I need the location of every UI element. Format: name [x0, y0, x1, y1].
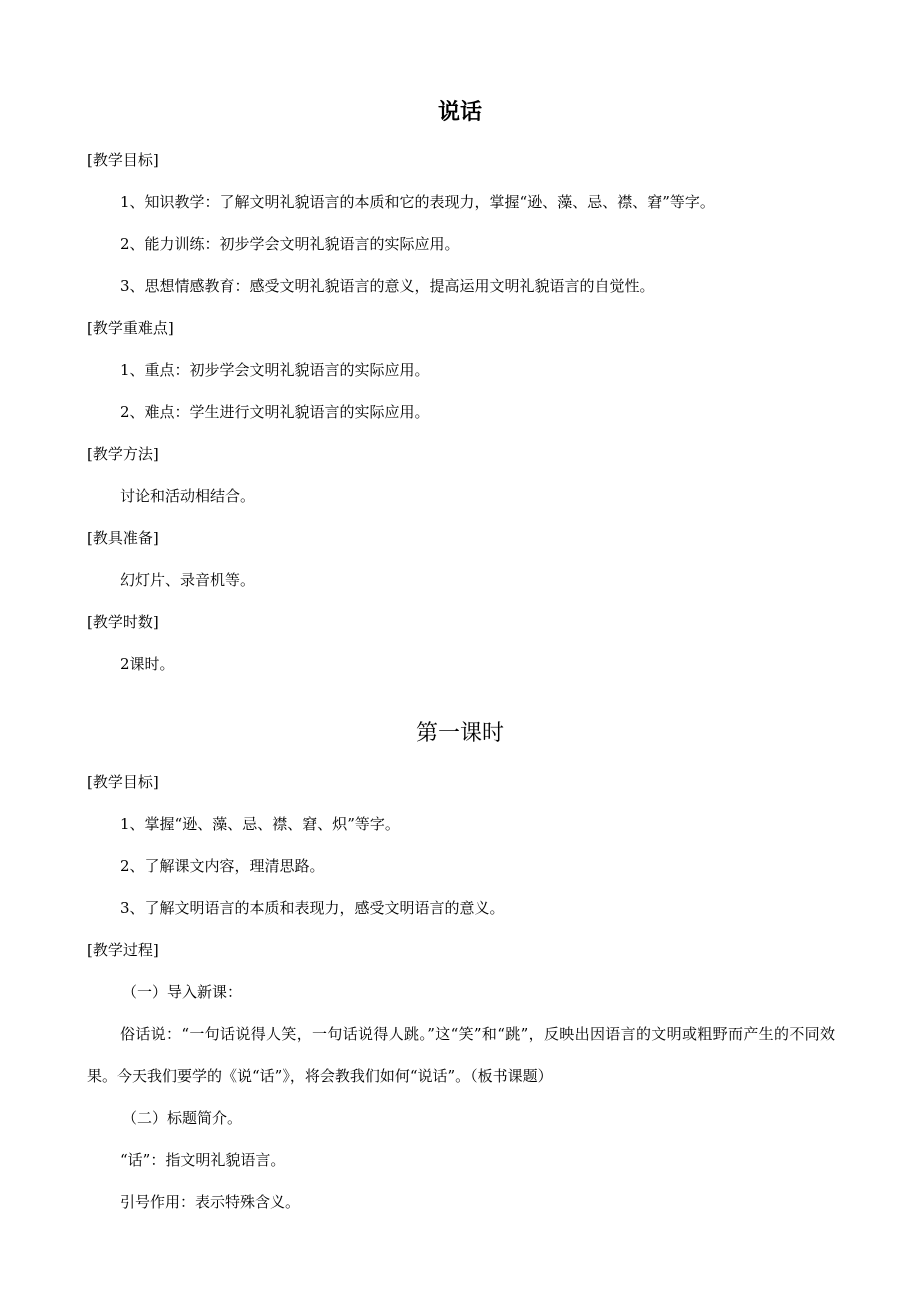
lesson-process-heading: [教学过程] — [87, 941, 159, 959]
key-point-item: 1、重点：初步学会文明礼貌语言的实际应用。 — [120, 361, 430, 379]
lesson-objective-item: 1、掌握“逊、藻、忌、襟、窘、炽”等字。 — [120, 815, 400, 833]
section-heading-objectives: [教学目标] — [87, 151, 159, 169]
lesson-objective-item: 2、了解课文内容，理清思路。 — [120, 857, 325, 875]
key-point-item: 2、难点：学生进行文明礼貌语言的实际应用。 — [120, 403, 430, 421]
tools-text: 幻灯片、录音机等。 — [120, 571, 256, 589]
note-line: “话”：指文明礼貌语言。 — [120, 1151, 286, 1169]
process-step: （一）导入新课： — [122, 983, 243, 1001]
lesson-title: 第一课时 — [415, 721, 504, 746]
section-heading-tools: [教具准备] — [87, 529, 159, 547]
methods-text: 讨论和活动相结合。 — [120, 487, 256, 505]
document-title: 说话 — [437, 100, 482, 125]
process-step: （二）标题简介。 — [122, 1109, 243, 1127]
objective-item: 2、能力训练：初步学会文明礼貌语言的实际应用。 — [120, 235, 460, 253]
lesson-objectives-heading: [教学目标] — [87, 773, 159, 791]
section-heading-methods: [教学方法] — [87, 445, 159, 463]
section-heading-hours: [教学时数] — [87, 613, 159, 631]
note-line: 引号作用：表示特殊含义。 — [120, 1193, 301, 1211]
intro-paragraph: 俗话说：“一句话说得人笑，一句话说得人跳。”这“笑”和“跳”，反映出因语言的文明或粗野而产生的不同效果。今天我们要学的《说“话”》，将会教我们如何“说话”。（板书课题） — [87, 1025, 835, 1085]
objective-item: 1、知识教学：了解文明礼貌语言的本质和它的表现力，掌握“逊、藻、忌、襟、窘”等字。 — [120, 193, 715, 211]
objective-item: 3、思想情感教育：感受文明礼貌语言的意义，提高运用文明礼貌语言的自觉性。 — [120, 277, 655, 295]
section-heading-key-points: [教学重难点] — [87, 319, 174, 337]
hours-text: 2课时。 — [120, 655, 175, 673]
lesson-objective-item: 3、了解文明语言的本质和表现力，感受文明语言的意义。 — [120, 899, 505, 917]
